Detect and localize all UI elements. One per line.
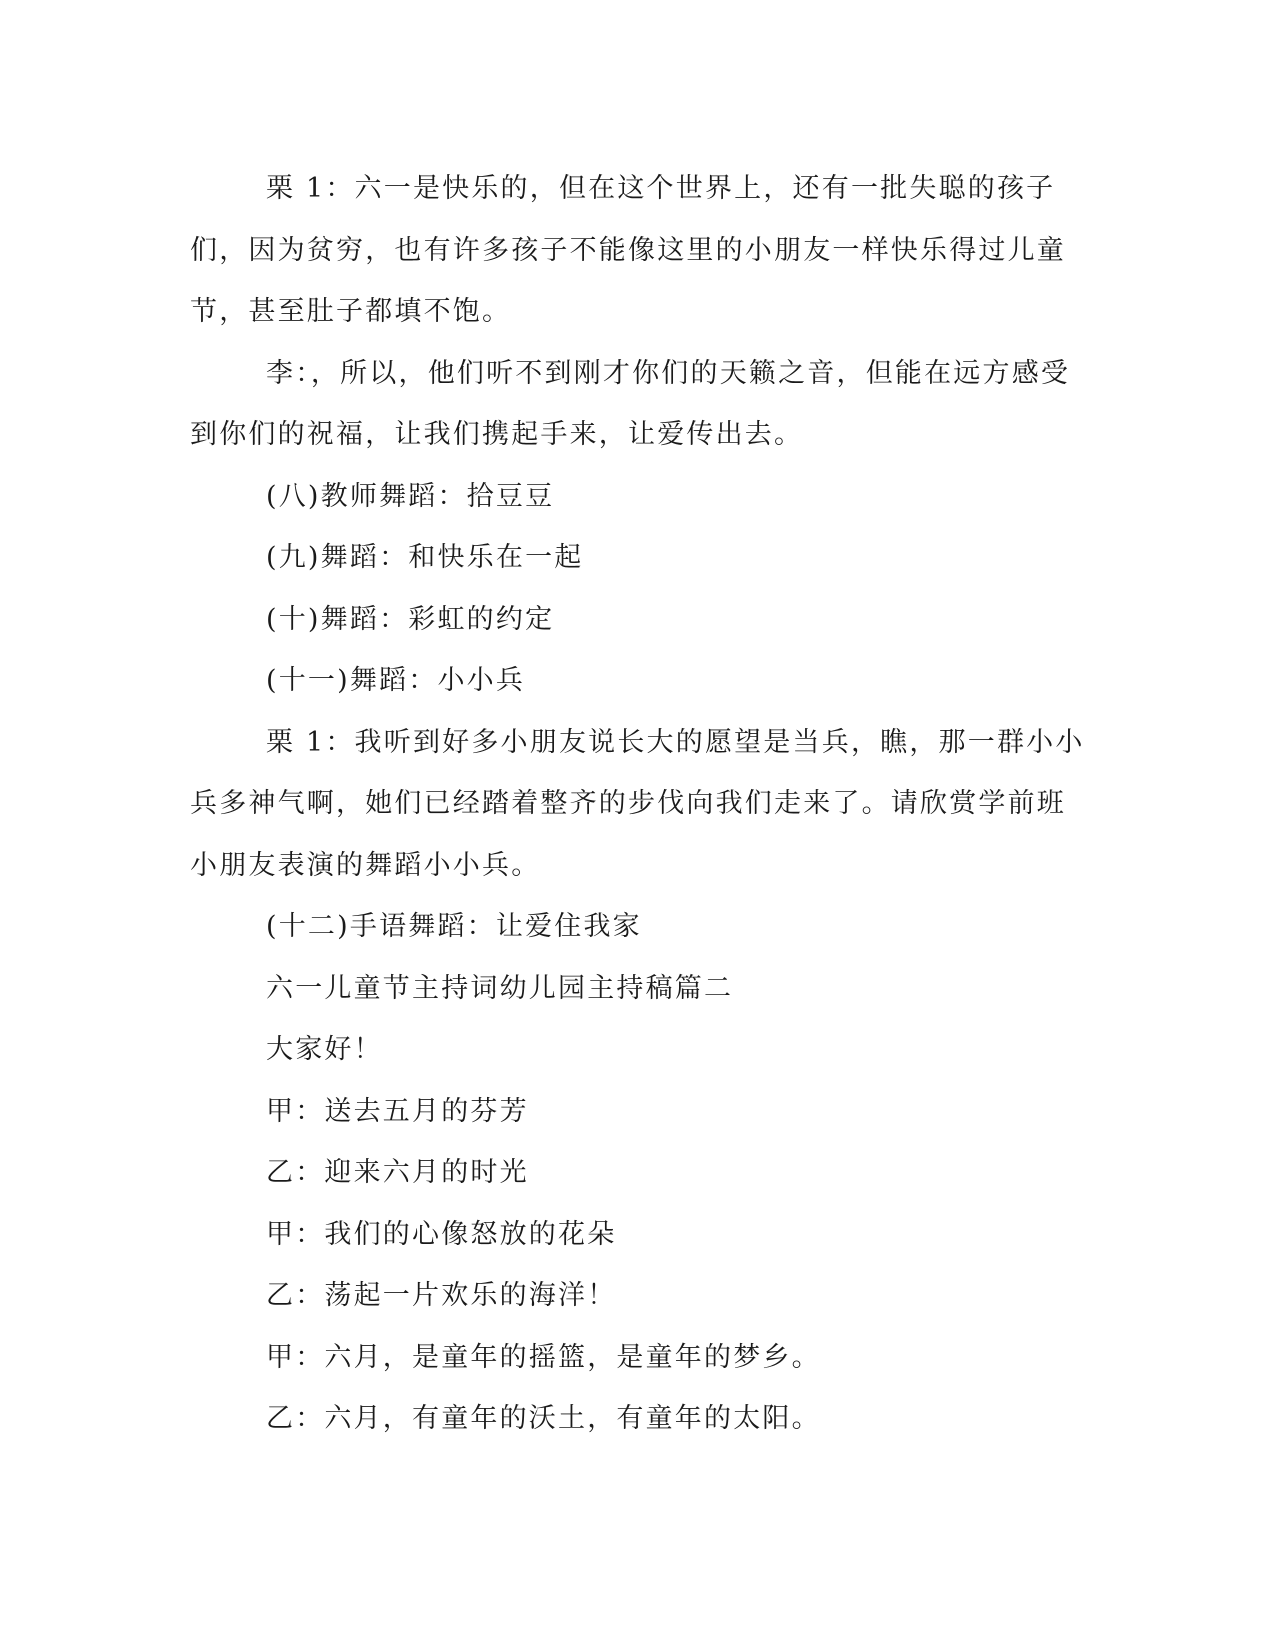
paragraph-15: 甲：六月，是童年的摇篮，是童年的梦乡。 bbox=[266, 1341, 821, 1373]
paragraph-3: (八)教师舞蹈：拾豆豆 bbox=[266, 480, 555, 512]
paragraph-12: 乙：迎来六月的时光 bbox=[266, 1157, 529, 1188]
section-heading: 六一儿童节主持词幼儿园主持稿篇二 bbox=[266, 972, 734, 1004]
document-body bbox=[190, 158, 1085, 1450]
paragraph-11: 甲：送去五月的芬芳 bbox=[266, 1095, 529, 1127]
paragraph-1: 栗 1：六一是快乐的，但在这个世界上，还有一批失聪的孩子们，因为贫穷，也有许多孩子不能像这里的小朋友一样快乐得过儿童节，甚至肚子都填不饱。 bbox=[190, 173, 1066, 327]
paragraph-2: 李：，所以，他们听不到刚才你们的天籁之音，但能在远方感受到你们的祝福，让我们携起手来，让爱传出去。 bbox=[190, 357, 1071, 450]
paragraph-16: 乙：六月，有童年的沃土，有童年的太阳。 bbox=[266, 1403, 821, 1434]
paragraph-4: (九)舞蹈：和快乐在一起 bbox=[266, 542, 584, 573]
paragraph-13: 甲：我们的心像怒放的花朵 bbox=[266, 1218, 617, 1250]
paragraph-7: 栗 1：我听到好多小朋友说长大的愿望是当兵，瞧，那一群小小兵多神气啊，她们已经踏着整齐的步伐向我们走来了。请欣赏学前班小朋友表演的舞蹈小小兵。 bbox=[190, 726, 1085, 881]
paragraph-5: (十)舞蹈：彩虹的约定 bbox=[266, 603, 555, 635]
paragraph-14: 乙：荡起一片欢乐的海洋！ bbox=[266, 1280, 617, 1311]
paragraph-6: (十一)舞蹈：小小兵 bbox=[266, 665, 526, 696]
paragraph-8: (十二)手语舞蹈：让爱住我家 bbox=[266, 911, 642, 942]
paragraph-10: 大家好！ bbox=[266, 1034, 383, 1065]
